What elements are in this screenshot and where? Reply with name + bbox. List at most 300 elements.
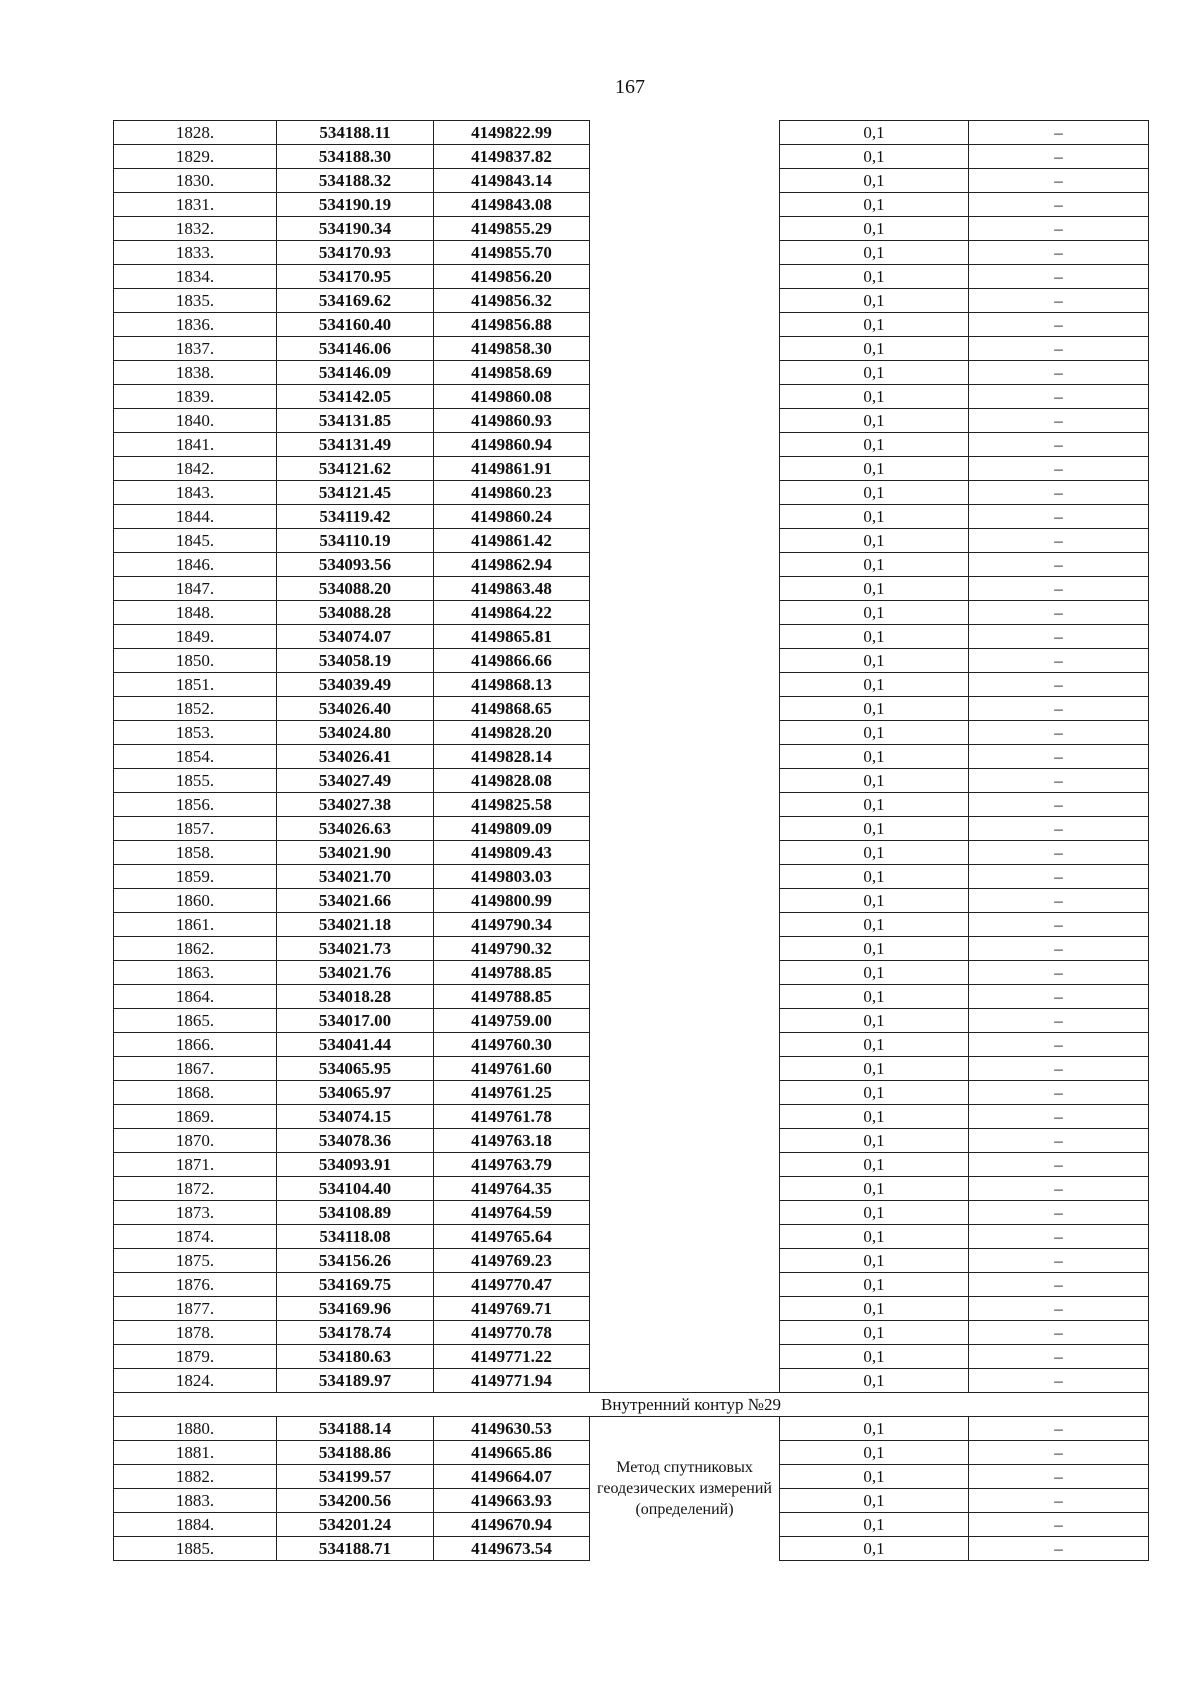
table-row	[114, 313, 1149, 337]
method-column-cell	[590, 865, 780, 889]
y-coordinate-cell: 4149856.32	[434, 289, 590, 313]
point-number-cell: 1824.	[114, 1369, 277, 1393]
method-column-cell	[590, 1321, 780, 1345]
point-number-cell: 1851.	[114, 673, 277, 697]
method-column-cell	[590, 913, 780, 937]
accuracy-cell: 0,1	[780, 1249, 969, 1273]
point-number-cell: 1837.	[114, 337, 277, 361]
accuracy-cell: 0,1	[780, 985, 969, 1009]
method-column-cell	[590, 457, 780, 481]
table-row	[114, 601, 1149, 625]
method-column-cell	[590, 385, 780, 409]
x-coordinate-cell: 534027.49	[277, 769, 434, 793]
description-cell: –	[969, 697, 1149, 721]
x-coordinate-cell: 534199.57	[277, 1465, 434, 1489]
table-row	[114, 1417, 1149, 1441]
point-number-cell: 1870.	[114, 1129, 277, 1153]
x-coordinate-cell: 534024.80	[277, 721, 434, 745]
x-coordinate-cell: 534078.36	[277, 1129, 434, 1153]
x-coordinate-cell: 534188.30	[277, 145, 434, 169]
point-number-cell: 1848.	[114, 601, 277, 625]
method-column-cell	[590, 265, 780, 289]
accuracy-cell: 0,1	[780, 505, 969, 529]
y-coordinate-cell: 4149761.60	[434, 1057, 590, 1081]
accuracy-cell: 0,1	[780, 865, 969, 889]
accuracy-cell: 0,1	[780, 889, 969, 913]
y-coordinate-cell: 4149763.79	[434, 1153, 590, 1177]
point-number-cell: 1863.	[114, 961, 277, 985]
y-coordinate-cell: 4149673.54	[434, 1537, 590, 1561]
y-coordinate-cell: 4149788.85	[434, 961, 590, 985]
table-row	[114, 1129, 1149, 1153]
accuracy-cell: 0,1	[780, 1057, 969, 1081]
point-number-cell: 1884.	[114, 1513, 277, 1537]
y-coordinate-cell: 4149769.23	[434, 1249, 590, 1273]
y-coordinate-cell: 4149865.81	[434, 625, 590, 649]
method-column-cell	[590, 313, 780, 337]
description-cell: –	[969, 1081, 1149, 1105]
x-coordinate-cell: 534018.28	[277, 985, 434, 1009]
point-number-cell: 1830.	[114, 169, 277, 193]
accuracy-cell: 0,1	[780, 217, 969, 241]
method-column-cell	[590, 1345, 780, 1369]
y-coordinate-cell: 4149765.64	[434, 1225, 590, 1249]
description-cell: –	[969, 1153, 1149, 1177]
point-number-cell: 1854.	[114, 745, 277, 769]
table-row	[114, 457, 1149, 481]
x-coordinate-cell: 534169.62	[277, 289, 434, 313]
method-column-cell	[590, 745, 780, 769]
x-coordinate-cell: 534021.18	[277, 913, 434, 937]
x-coordinate-cell: 534021.76	[277, 961, 434, 985]
description-cell: –	[969, 745, 1149, 769]
point-number-cell: 1847.	[114, 577, 277, 601]
point-number-cell: 1874.	[114, 1225, 277, 1249]
accuracy-cell: 0,1	[780, 1225, 969, 1249]
point-number-cell: 1861.	[114, 913, 277, 937]
point-number-cell: 1876.	[114, 1273, 277, 1297]
description-cell: –	[969, 433, 1149, 457]
table-row	[114, 361, 1149, 385]
table-row	[114, 625, 1149, 649]
accuracy-cell: 0,1	[780, 1009, 969, 1033]
y-coordinate-cell: 4149860.23	[434, 481, 590, 505]
description-cell: –	[969, 1537, 1149, 1561]
accuracy-cell: 0,1	[780, 1465, 969, 1489]
table-row	[114, 1249, 1149, 1273]
x-coordinate-cell: 534121.62	[277, 457, 434, 481]
method-column-cell	[590, 1033, 780, 1057]
accuracy-cell: 0,1	[780, 553, 969, 577]
point-number-cell: 1828.	[114, 121, 277, 145]
table-row	[114, 1201, 1149, 1225]
description-cell: –	[969, 1441, 1149, 1465]
y-coordinate-cell: 4149664.07	[434, 1465, 590, 1489]
x-coordinate-cell: 534188.71	[277, 1537, 434, 1561]
description-cell: –	[969, 1465, 1149, 1489]
table-row	[114, 1033, 1149, 1057]
x-coordinate-cell: 534201.24	[277, 1513, 434, 1537]
accuracy-cell: 0,1	[780, 1153, 969, 1177]
y-coordinate-cell: 4149856.88	[434, 313, 590, 337]
x-coordinate-cell: 534093.56	[277, 553, 434, 577]
y-coordinate-cell: 4149822.99	[434, 121, 590, 145]
accuracy-cell: 0,1	[780, 337, 969, 361]
description-cell: –	[969, 793, 1149, 817]
method-column-cell	[590, 193, 780, 217]
x-coordinate-cell: 534021.90	[277, 841, 434, 865]
x-coordinate-cell: 534142.05	[277, 385, 434, 409]
table-row	[114, 793, 1149, 817]
x-coordinate-cell: 534188.86	[277, 1441, 434, 1465]
contour-section-title: Внутренний контур №29	[114, 1393, 1149, 1417]
accuracy-cell: 0,1	[780, 1129, 969, 1153]
x-coordinate-cell: 534188.32	[277, 169, 434, 193]
y-coordinate-cell: 4149868.65	[434, 697, 590, 721]
y-coordinate-cell: 4149856.20	[434, 265, 590, 289]
point-number-cell: 1883.	[114, 1489, 277, 1513]
method-column-cell	[590, 1273, 780, 1297]
table-row	[114, 265, 1149, 289]
table-row	[114, 889, 1149, 913]
y-coordinate-cell: 4149868.13	[434, 673, 590, 697]
table-row	[114, 337, 1149, 361]
description-cell: –	[969, 169, 1149, 193]
description-cell: –	[969, 1297, 1149, 1321]
accuracy-cell: 0,1	[780, 529, 969, 553]
table-row	[114, 553, 1149, 577]
table-row	[114, 961, 1149, 985]
point-number-cell: 1836.	[114, 313, 277, 337]
table-row	[114, 169, 1149, 193]
point-number-cell: 1857.	[114, 817, 277, 841]
point-number-cell: 1858.	[114, 841, 277, 865]
point-number-cell: 1855.	[114, 769, 277, 793]
x-coordinate-cell: 534178.74	[277, 1321, 434, 1345]
accuracy-cell: 0,1	[780, 601, 969, 625]
y-coordinate-cell: 4149763.18	[434, 1129, 590, 1153]
y-coordinate-cell: 4149860.93	[434, 409, 590, 433]
table-row	[114, 289, 1149, 313]
point-number-cell: 1833.	[114, 241, 277, 265]
x-coordinate-cell: 534104.40	[277, 1177, 434, 1201]
x-coordinate-cell: 534121.45	[277, 481, 434, 505]
description-cell: –	[969, 1417, 1149, 1441]
description-cell: –	[969, 1129, 1149, 1153]
table-row	[114, 769, 1149, 793]
x-coordinate-cell: 534026.41	[277, 745, 434, 769]
method-column-cell	[590, 985, 780, 1009]
y-coordinate-cell: 4149790.34	[434, 913, 590, 937]
accuracy-cell: 0,1	[780, 1321, 969, 1345]
point-number-cell: 1879.	[114, 1345, 277, 1369]
table-row	[114, 1057, 1149, 1081]
description-cell: –	[969, 193, 1149, 217]
x-coordinate-cell: 534058.19	[277, 649, 434, 673]
table-row	[114, 577, 1149, 601]
accuracy-cell: 0,1	[780, 385, 969, 409]
table-row	[114, 385, 1149, 409]
description-cell: –	[969, 241, 1149, 265]
description-cell: –	[969, 937, 1149, 961]
description-cell: –	[969, 457, 1149, 481]
description-cell: –	[969, 481, 1149, 505]
x-coordinate-cell: 534027.38	[277, 793, 434, 817]
accuracy-cell: 0,1	[780, 1345, 969, 1369]
y-coordinate-cell: 4149761.78	[434, 1105, 590, 1129]
accuracy-cell: 0,1	[780, 1537, 969, 1561]
x-coordinate-cell: 534026.63	[277, 817, 434, 841]
y-coordinate-cell: 4149771.22	[434, 1345, 590, 1369]
x-coordinate-cell: 534169.75	[277, 1273, 434, 1297]
page-number: 167	[615, 76, 645, 98]
x-coordinate-cell: 534088.28	[277, 601, 434, 625]
table-row	[114, 1345, 1149, 1369]
point-number-cell: 1844.	[114, 505, 277, 529]
y-coordinate-cell: 4149809.43	[434, 841, 590, 865]
description-cell: –	[969, 1225, 1149, 1249]
description-cell: –	[969, 985, 1149, 1009]
method-column-cell	[590, 145, 780, 169]
x-coordinate-cell: 534017.00	[277, 1009, 434, 1033]
method-column-cell	[590, 697, 780, 721]
table-row	[114, 529, 1149, 553]
x-coordinate-cell: 534131.85	[277, 409, 434, 433]
y-coordinate-cell: 4149843.14	[434, 169, 590, 193]
accuracy-cell: 0,1	[780, 289, 969, 313]
table-row	[114, 1153, 1149, 1177]
method-column-cell	[590, 649, 780, 673]
accuracy-cell: 0,1	[780, 1105, 969, 1129]
point-number-cell: 1877.	[114, 1297, 277, 1321]
method-column-cell	[590, 1009, 780, 1033]
description-cell: –	[969, 1201, 1149, 1225]
y-coordinate-cell: 4149825.58	[434, 793, 590, 817]
x-coordinate-cell: 534065.95	[277, 1057, 434, 1081]
point-number-cell: 1875.	[114, 1249, 277, 1273]
method-column-cell	[590, 289, 780, 313]
table-row	[114, 505, 1149, 529]
method-column-cell	[590, 577, 780, 601]
table-row	[114, 697, 1149, 721]
accuracy-cell: 0,1	[780, 913, 969, 937]
point-number-cell: 1871.	[114, 1153, 277, 1177]
description-cell: –	[969, 265, 1149, 289]
accuracy-cell: 0,1	[780, 1273, 969, 1297]
point-number-cell: 1856.	[114, 793, 277, 817]
x-coordinate-cell: 534041.44	[277, 1033, 434, 1057]
accuracy-cell: 0,1	[780, 1441, 969, 1465]
accuracy-cell: 0,1	[780, 577, 969, 601]
y-coordinate-cell: 4149860.24	[434, 505, 590, 529]
description-cell: –	[969, 313, 1149, 337]
y-coordinate-cell: 4149862.94	[434, 553, 590, 577]
method-column-cell	[590, 1201, 780, 1225]
y-coordinate-cell: 4149858.69	[434, 361, 590, 385]
y-coordinate-cell: 4149828.08	[434, 769, 590, 793]
table-row	[114, 121, 1149, 145]
description-cell: –	[969, 1369, 1149, 1393]
y-coordinate-cell: 4149761.25	[434, 1081, 590, 1105]
accuracy-cell: 0,1	[780, 769, 969, 793]
point-number-cell: 1852.	[114, 697, 277, 721]
accuracy-cell: 0,1	[780, 1177, 969, 1201]
method-column-cell	[590, 841, 780, 865]
point-number-cell: 1885.	[114, 1537, 277, 1561]
description-cell: –	[969, 577, 1149, 601]
description-cell: –	[969, 1321, 1149, 1345]
table-row	[114, 913, 1149, 937]
accuracy-cell: 0,1	[780, 241, 969, 265]
table-row	[114, 193, 1149, 217]
accuracy-cell: 0,1	[780, 481, 969, 505]
description-cell: –	[969, 1105, 1149, 1129]
method-cell: Метод спутниковых геодезических измерений (определений)	[597, 1459, 772, 1519]
point-number-cell: 1840.	[114, 409, 277, 433]
description-cell: –	[969, 121, 1149, 145]
point-number-cell: 1860.	[114, 889, 277, 913]
point-number-cell: 1872.	[114, 1177, 277, 1201]
y-coordinate-cell: 4149788.85	[434, 985, 590, 1009]
table-row	[114, 745, 1149, 769]
description-cell: –	[969, 889, 1149, 913]
method-column-cell	[590, 409, 780, 433]
x-coordinate-cell: 534088.20	[277, 577, 434, 601]
method-column-cell	[590, 169, 780, 193]
point-number-cell: 1882.	[114, 1465, 277, 1489]
accuracy-cell: 0,1	[780, 433, 969, 457]
method-column-cell	[590, 361, 780, 385]
x-coordinate-cell: 534026.40	[277, 697, 434, 721]
y-coordinate-cell: 4149665.86	[434, 1441, 590, 1465]
description-cell: –	[969, 1249, 1149, 1273]
x-coordinate-cell: 534021.66	[277, 889, 434, 913]
table-row	[114, 1105, 1149, 1129]
accuracy-cell: 0,1	[780, 169, 969, 193]
accuracy-cell: 0,1	[780, 1297, 969, 1321]
y-coordinate-cell: 4149866.66	[434, 649, 590, 673]
description-cell: –	[969, 145, 1149, 169]
x-coordinate-cell: 534118.08	[277, 1225, 434, 1249]
point-number-cell: 1835.	[114, 289, 277, 313]
method-column-cell	[590, 1297, 780, 1321]
y-coordinate-cell: 4149837.82	[434, 145, 590, 169]
method-column-cell	[590, 505, 780, 529]
accuracy-cell: 0,1	[780, 697, 969, 721]
y-coordinate-cell: 4149663.93	[434, 1489, 590, 1513]
table-row	[114, 1297, 1149, 1321]
method-column-cell	[590, 1081, 780, 1105]
description-cell: –	[969, 649, 1149, 673]
table-row	[114, 841, 1149, 865]
description-cell: –	[969, 1009, 1149, 1033]
accuracy-cell: 0,1	[780, 1489, 969, 1513]
y-coordinate-cell: 4149855.29	[434, 217, 590, 241]
x-coordinate-cell: 534065.97	[277, 1081, 434, 1105]
method-column-cell	[590, 793, 780, 817]
y-coordinate-cell: 4149860.94	[434, 433, 590, 457]
accuracy-cell: 0,1	[780, 649, 969, 673]
y-coordinate-cell: 4149670.94	[434, 1513, 590, 1537]
table-row	[114, 985, 1149, 1009]
accuracy-cell: 0,1	[780, 793, 969, 817]
accuracy-cell: 0,1	[780, 193, 969, 217]
method-column-cell	[590, 1225, 780, 1249]
table-row	[114, 409, 1149, 433]
point-number-cell: 1831.	[114, 193, 277, 217]
x-coordinate-cell: 534188.14	[277, 1417, 434, 1441]
method-column-cell	[590, 1105, 780, 1129]
x-coordinate-cell: 534160.40	[277, 313, 434, 337]
x-coordinate-cell: 534190.19	[277, 193, 434, 217]
accuracy-cell: 0,1	[780, 1201, 969, 1225]
description-cell: –	[969, 673, 1149, 697]
table-row	[114, 217, 1149, 241]
y-coordinate-cell: 4149861.91	[434, 457, 590, 481]
y-coordinate-cell: 4149843.08	[434, 193, 590, 217]
x-coordinate-cell: 534170.93	[277, 241, 434, 265]
x-coordinate-cell: 534146.09	[277, 361, 434, 385]
table-row	[114, 865, 1149, 889]
description-cell: –	[969, 1345, 1149, 1369]
x-coordinate-cell: 534093.91	[277, 1153, 434, 1177]
x-coordinate-cell: 534110.19	[277, 529, 434, 553]
x-coordinate-cell: 534131.49	[277, 433, 434, 457]
y-coordinate-cell: 4149770.78	[434, 1321, 590, 1345]
description-cell: –	[969, 409, 1149, 433]
point-number-cell: 1880.	[114, 1417, 277, 1441]
description-cell: –	[969, 1513, 1149, 1537]
description-cell: –	[969, 913, 1149, 937]
table-row	[114, 145, 1149, 169]
method-column-cell	[590, 1153, 780, 1177]
x-coordinate-cell: 534108.89	[277, 1201, 434, 1225]
accuracy-cell: 0,1	[780, 1369, 969, 1393]
point-number-cell: 1829.	[114, 145, 277, 169]
accuracy-cell: 0,1	[780, 745, 969, 769]
accuracy-cell: 0,1	[780, 1417, 969, 1441]
x-coordinate-cell: 534156.26	[277, 1249, 434, 1273]
y-coordinate-cell: 4149800.99	[434, 889, 590, 913]
method-column-cell	[590, 1177, 780, 1201]
point-number-cell: 1878.	[114, 1321, 277, 1345]
coordinates-table	[113, 120, 1149, 1561]
y-coordinate-cell: 4149828.14	[434, 745, 590, 769]
point-number-cell: 1843.	[114, 481, 277, 505]
description-cell: –	[969, 769, 1149, 793]
point-number-cell: 1866.	[114, 1033, 277, 1057]
accuracy-cell: 0,1	[780, 145, 969, 169]
method-column-cell	[590, 1057, 780, 1081]
x-coordinate-cell: 534119.42	[277, 505, 434, 529]
description-cell: –	[969, 841, 1149, 865]
point-number-cell: 1846.	[114, 553, 277, 577]
y-coordinate-cell: 4149858.30	[434, 337, 590, 361]
y-coordinate-cell: 4149861.42	[434, 529, 590, 553]
point-number-cell: 1834.	[114, 265, 277, 289]
description-cell: –	[969, 1273, 1149, 1297]
y-coordinate-cell: 4149764.59	[434, 1201, 590, 1225]
x-coordinate-cell: 534188.11	[277, 121, 434, 145]
description-cell: –	[969, 1057, 1149, 1081]
method-column-cell	[590, 673, 780, 697]
method-column-cell	[590, 337, 780, 361]
method-column-cell	[590, 961, 780, 985]
accuracy-cell: 0,1	[780, 841, 969, 865]
x-coordinate-cell: 534021.73	[277, 937, 434, 961]
method-column-cell	[590, 889, 780, 913]
point-number-cell: 1862.	[114, 937, 277, 961]
